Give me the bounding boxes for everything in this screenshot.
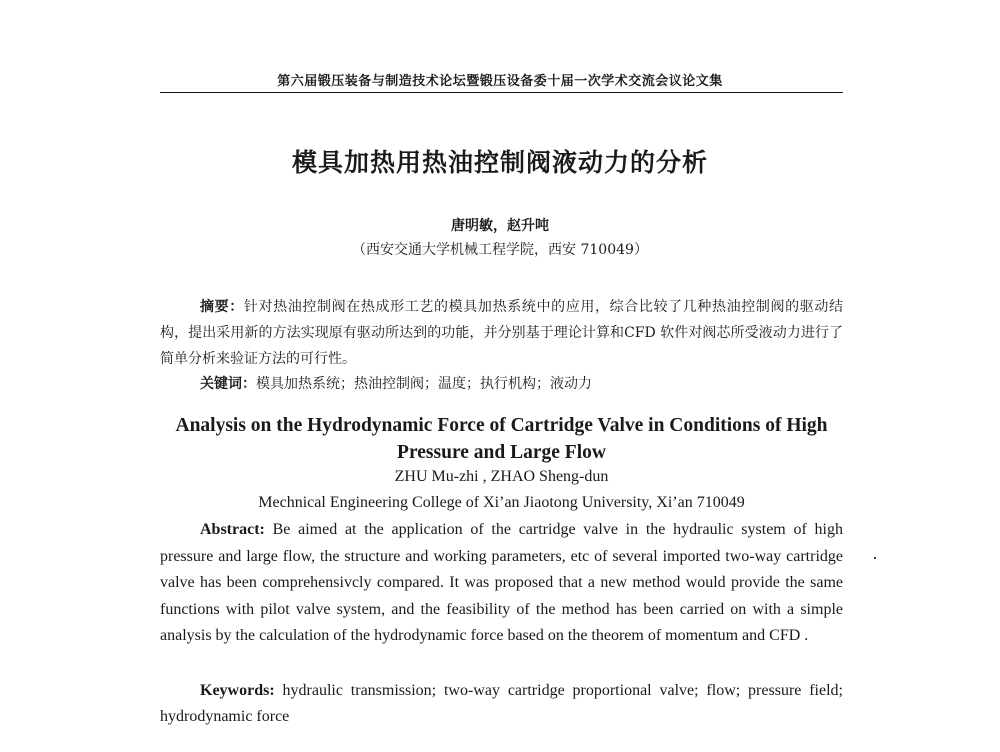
english-abstract-text: Be aimed at the application of the cartridge valve in the hydraulic system of high pressure and large flow, the structure and working parameters, etc of several imported two-way cartridge valve has been comprehensivcly compared. It was proposed that a new method would provide the same functions with pilot valve system, and the feasibility of the method has been carried on with a simple analysis by the calculation of the hydrodynamic force based on the theorem of momentum and CFD . xyxy=(160,521,843,645)
chinese-abstract xyxy=(160,294,843,372)
chinese-affiliation: （西安交通大学机械工程学院，西安 710049） xyxy=(352,242,648,258)
chinese-abstract-text: 针对热油控制阀在热成形工艺的模具加热系统中的应用，综合比较了几种热油控制阀的驱动结构，提出采用新的方法实现原有驱动所达到的功能，并分别基于理论计算和CFD 软件对阀芯所受液动力进行了简单分析来验证方法的可行性。 xyxy=(160,299,844,367)
english-keywords-text: hydraulic transmission; two-way cartridge proportional valve; flow; pressure field; hydrodynamic force xyxy=(160,682,843,725)
chinese-abstract-label: 摘要： xyxy=(200,299,244,315)
english-authors: ZHU Mu-zhi , ZHAO Sheng-dun xyxy=(394,468,609,485)
english-affiliation: Mechnical Engineering College of Xi’an Jiaotong University, Xi’an 710049 xyxy=(258,494,745,511)
header-rule xyxy=(160,92,843,93)
running-header: 第六届锻压装备与制造技术论坛暨锻压设备委十届一次学术交流会议论文集 xyxy=(277,74,723,89)
chinese-title: 模具加热用热油控制阀液动力的分析 xyxy=(291,148,708,177)
chinese-authors: 唐明敏，赵升吨 xyxy=(451,218,549,234)
english-abstract xyxy=(160,517,843,650)
chinese-keywords-label: 关键词： xyxy=(200,376,256,392)
english-title: Analysis on the Hydrodynamic Force of Cartridge Valve in Conditions of High Pressure and Large Flow xyxy=(175,415,828,463)
english-keywords-label: Keywords: xyxy=(200,682,275,699)
chinese-keywords xyxy=(200,373,843,395)
english-abstract-label: Abstract: xyxy=(200,521,265,538)
chinese-keywords-text: 模具加热系统；热油控制阀；温度；执行机构；液动力 xyxy=(256,376,592,392)
english-keywords xyxy=(160,678,843,730)
scan-speck xyxy=(874,557,876,559)
